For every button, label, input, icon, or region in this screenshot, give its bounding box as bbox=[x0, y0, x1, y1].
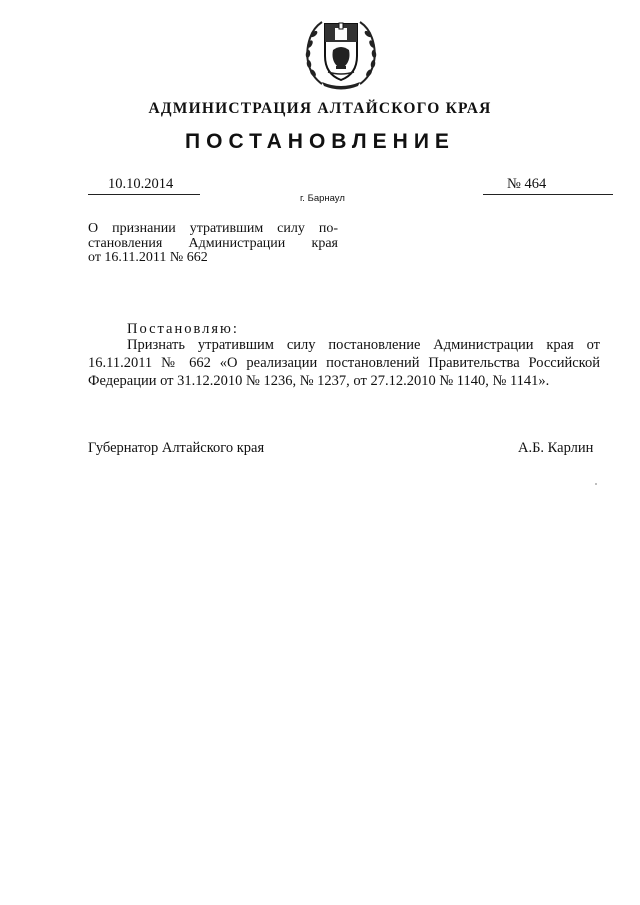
decree-word: Постановляю: bbox=[127, 321, 239, 337]
signatory-title: Губернатор Алтайского края bbox=[88, 440, 265, 456]
signatory-name: А.Б. Карлин bbox=[518, 440, 594, 456]
document-date-field bbox=[88, 176, 200, 195]
body-line: 16.11.2011 № 662 «О реализации постановлений Правительства Российской bbox=[88, 355, 600, 371]
subject-line: от 16.11.2011 № 662 bbox=[88, 250, 208, 265]
coat-of-arms-icon bbox=[300, 14, 382, 90]
document-subject bbox=[88, 222, 338, 266]
subject-line: становления Администрации края bbox=[88, 235, 338, 251]
document-number-field bbox=[483, 176, 613, 195]
document-date: 10.10.2014 bbox=[108, 176, 174, 192]
subject-line: О признании утратившим силу по- bbox=[88, 221, 338, 236]
body-line: Федерации от 31.12.2010 № 1236, № 1237, от 27.12.2010 № 1140, № 1141». bbox=[88, 373, 550, 389]
body-line: Признать утратившим силу постановление Администрации края от bbox=[127, 337, 600, 353]
document-body bbox=[88, 336, 600, 390]
document-type-title: ПОСТАНОВЛЕНИЕ bbox=[185, 130, 455, 153]
organization-title: АДМИНИСТРАЦИЯ АЛТАЙСКОГО КРАЯ bbox=[148, 100, 492, 117]
document-number: № 464 bbox=[507, 176, 547, 192]
document-city: г. Барнаул bbox=[300, 193, 345, 204]
scan-speck bbox=[595, 483, 597, 485]
